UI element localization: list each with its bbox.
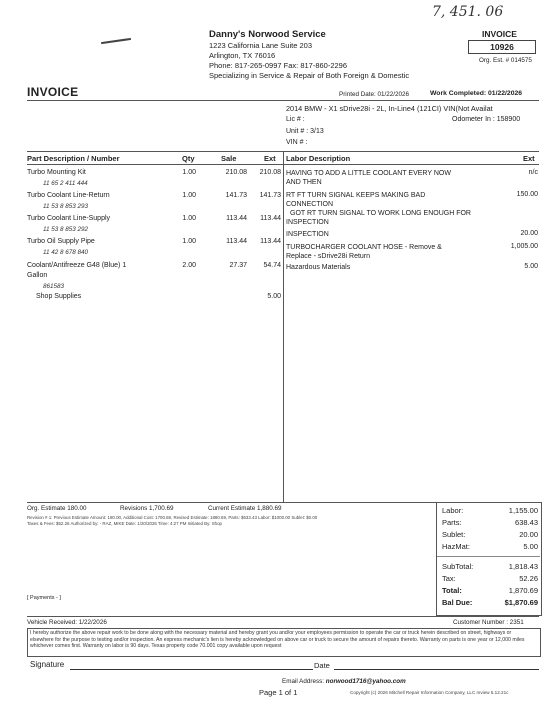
part-description: Turbo Oil Supply Pipe	[27, 238, 95, 245]
vehicle-description: 2014 BMW - X1 sDrive28i - 2L, In-Line4 (121CI) VIN(Not Availat	[286, 104, 493, 113]
org-est-number: Org. Est. # 014575	[479, 57, 532, 64]
total-label: SubTotal:	[442, 562, 474, 571]
parts-labor-divider	[283, 151, 284, 503]
labor-line: INSPECTION	[286, 219, 329, 226]
total-value: 1,870.69	[508, 586, 538, 595]
labor-line: Replace - sDrive28i Return	[286, 253, 371, 260]
total-value: 52.26	[519, 574, 538, 583]
labor-ext: 1,005.00	[510, 243, 538, 250]
total-label: Parts:	[442, 518, 462, 527]
business-tagline: Specializing in Service & Repair of Both Foreign & Domestic	[209, 71, 410, 80]
parts-header-description	[27, 154, 120, 163]
total-value: 5.00	[523, 542, 538, 551]
part-description: Turbo Coolant Line-Supply	[27, 215, 111, 222]
labor-line: GOT RT TURN SIGNAL TO WORK LONG ENOUGH FOR	[290, 210, 471, 217]
business-name: Danny's Norwood Service	[209, 29, 326, 40]
vehicle-unit: Unit # : 3/13	[286, 128, 324, 135]
revision-fine-print: Taxes & Fees: $52.26 Authorized by: - RAZ, MIKE Date: 1/20/2026 Time: 4:27 PM Initiated By: Shop	[27, 521, 222, 526]
email-value[interactable]: norwood1716@yahoo.com	[325, 678, 406, 685]
labor-line: Hazardous Materials	[286, 264, 351, 271]
total-value: 1,818.43	[508, 562, 538, 571]
vehicle-received: Vehicle Received: 1/22/2026	[27, 619, 107, 626]
vehicle-lic: Lic # :	[286, 116, 305, 123]
labor-item	[286, 230, 329, 239]
part-ext: 113.44	[260, 215, 281, 222]
part-number: 11 53 8 853 292	[43, 226, 89, 233]
org-estimate: Org. Estimate 180.00	[27, 505, 87, 512]
copyright: Copyright (c) 2026 Mitchell Repair Information Company, LLC mview 5.12.21c	[350, 690, 509, 695]
labor-line: AND THEN	[286, 179, 322, 186]
header-divider	[27, 100, 539, 101]
part-number: 11 65 2 411 444	[43, 180, 88, 187]
printed-date: Printed Date: 01/22/2026	[339, 91, 410, 98]
shop-supplies-ext: 5.00	[267, 293, 281, 300]
revision-fine-print: Revision # 1: Previous Estimate Amount: 180.00, Additional Cost: 1700.69, Revised Estimate: 1880.69, Parts: $633.43 Labor: $1000.00 Sublet: $0.00	[27, 515, 318, 520]
handwritten-stroke	[101, 38, 131, 44]
total-value: 638.43	[515, 518, 538, 527]
part-ext: 141.73	[259, 192, 281, 199]
part-sale: 210.08	[225, 169, 247, 176]
labor-ext: n/c	[528, 169, 538, 176]
part-number: 861583	[43, 283, 65, 290]
labor-item	[286, 191, 471, 227]
parts-header-description-text: Part Description / Number	[27, 154, 120, 163]
labor-item	[286, 263, 350, 272]
labor-line: HAVING TO ADD A LITTLE COOLANT EVERY NOW	[286, 170, 451, 177]
business-phone-fax: Phone: 817-265-0997 Fax: 817-860-2296	[209, 61, 348, 70]
labor-header-ext: Ext	[523, 154, 535, 163]
part-description-line2: Gallon	[27, 272, 48, 279]
part-number: 11 53 8 853 293	[43, 203, 89, 210]
labor-line: CONNECTION	[286, 201, 334, 208]
signature-line[interactable]	[70, 669, 313, 670]
parts-header-qty: Qty	[182, 154, 195, 163]
email-address	[282, 678, 406, 685]
date-line[interactable]	[334, 669, 539, 670]
parts-header-sale: Sale	[221, 154, 237, 163]
footer-rule	[27, 616, 539, 617]
part-description: Coolant/Antifreeze G48 (Blue) 1	[27, 262, 127, 269]
total-value: $1,870.69	[504, 598, 538, 607]
part-qty: 1.00	[182, 192, 196, 199]
labor-ext: 150.00	[516, 191, 538, 198]
part-ext: 113.44	[260, 238, 281, 245]
page-number: Page 1 of 1	[259, 688, 298, 697]
labor-item	[286, 243, 442, 261]
part-description: Turbo Coolant Line-Return	[27, 192, 110, 199]
total-label: HazMat:	[442, 542, 470, 551]
labor-ext: 5.00	[524, 263, 538, 270]
labor-line: TURBOCHARGER COOLANT HOSE - Remove &	[286, 244, 442, 251]
total-value: 20.00	[519, 530, 538, 539]
total-label: Tax:	[442, 574, 456, 583]
work-completed: Work Completed: 01/22/2026	[430, 90, 523, 97]
current-estimate: Current Estimate 1,880.69	[208, 505, 282, 512]
part-sale: 113.44	[226, 215, 247, 222]
part-ext: 54.74	[263, 262, 281, 269]
labor-ext: 20.00	[520, 230, 538, 237]
part-number: 11 42 8 678 840	[43, 249, 89, 256]
total-label: Sublet:	[442, 530, 466, 539]
shop-supplies-label: Shop Supplies	[36, 293, 82, 300]
invoice-label: INVOICE	[482, 29, 517, 39]
authorization-text: I hereby authorize the above repair work to be done along with the necessary material and hereby grant you and/or your employees permission to operate the car or truck herein described on street, highways or elsewhere for the purpose to testing and/or inspection. An express mechanic's lien is hereby acknowledged on above car or truck to secure the amount of repairs thereto. Warranty on parts is one year or 12,000 miles whichever comes first. Warranty on labor is 90 days. Texas property code 70.001 copy available upon request	[30, 630, 525, 650]
date-label: Date	[314, 661, 330, 670]
handwritten-note: 7, 451. 06	[432, 4, 504, 20]
part-qty: 1.00	[182, 238, 196, 245]
business-address: 1223 California Lane Suite 203	[209, 41, 312, 50]
labor-item	[286, 169, 451, 187]
part-description: Turbo Mounting Kit	[27, 169, 86, 176]
labor-line: RT FT TURN SIGNAL KEEPS MAKING BAD	[286, 192, 426, 199]
labor-line: INSPECTION	[286, 231, 329, 238]
total-label: Bal Due:	[442, 598, 473, 607]
part-sale: 27.37	[229, 262, 247, 269]
part-qty: 2.00	[182, 262, 196, 269]
labor-header-description: Labor Description	[286, 154, 351, 163]
customer-number: Customer Number : 2351	[453, 619, 524, 626]
part-qty: 1.00	[182, 169, 196, 176]
vehicle-vin: VIN # :	[286, 139, 308, 146]
signature-label: Signature	[30, 660, 65, 669]
totals-divider	[437, 556, 540, 557]
part-sale: 141.73	[225, 192, 247, 199]
total-label: Labor:	[442, 506, 464, 515]
part-qty: 1.00	[182, 215, 196, 222]
parts-header-ext: Ext	[264, 154, 276, 163]
revisions: Revisions 1,700.69	[120, 505, 174, 512]
page-title: INVOICE	[27, 85, 79, 99]
part-ext: 210.08	[259, 169, 281, 176]
total-value: 1,155.00	[508, 506, 538, 515]
email-label: Email Address:	[282, 678, 324, 685]
part-sale: 113.44	[226, 238, 247, 245]
total-label: Total:	[442, 586, 462, 595]
invoice-number: 10926	[468, 40, 536, 54]
business-city: Arlington, TX 76016	[209, 51, 276, 60]
payments-label: [ Payments - ]	[27, 595, 61, 601]
vehicle-odometer: Odometer In : 158900	[452, 116, 521, 123]
